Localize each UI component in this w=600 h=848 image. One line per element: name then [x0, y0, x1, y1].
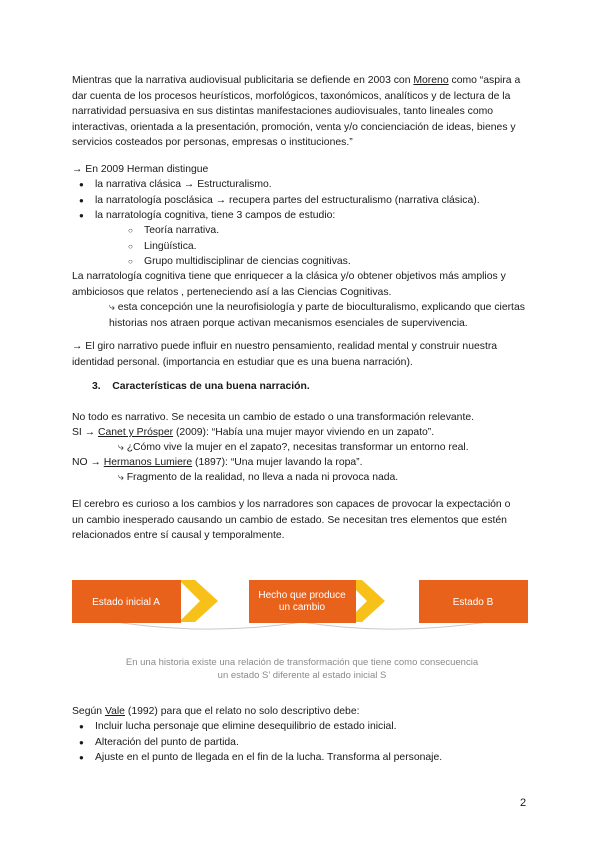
diagram-caption-line2: un estado S’ diferente al estado inicial S	[217, 670, 387, 681]
si-example: SI → Canet y Prósper (2009): “Había una mujer mayor viviendo en un zapato”.	[72, 427, 435, 438]
event-label-line1: Hecho que produce	[258, 590, 346, 601]
state-b-label: Estado B	[452, 597, 494, 608]
section-heading: 3. Características de una buena narración.	[92, 381, 310, 392]
paragraph-moreno: Mientras que la narrativa audiovisual publicitaria se defiende en 2003 con Moreno como “aspira a dar cuenta de los procesos heurísticos, morfológicos, taxonómicos, analíticos y de lectura de la narratividad persuasiva en sus distintas manifestaciones audiovisuales, tanto lineales como interactivas, orientada a la presentación, promoción, venta y/o concienciación de ideas, bienes y servicios costeados por personas, empresas o instituciones.”	[72, 75, 521, 148]
no-note: ⤷ Fragmento de la realidad, no lleva a nada ni provoca nada.	[118, 472, 399, 483]
herman-list	[72, 177, 542, 224]
arrow-chevron-icon	[179, 580, 218, 622]
list-item: ● Incluir lucha personaje que elimine desequilibrio de estado inicial.	[72, 719, 542, 735]
no-example: NO → Hermanos Lumiere (1897): “Una mujer lavando la ropa”.	[72, 457, 363, 468]
list-item: ○ Teoría narrativa.	[72, 223, 542, 239]
canet-prosper-link[interactable]: Canet y Prósper	[97, 427, 174, 438]
list-item: ● la narrativa clásica → Estructuralismo.	[72, 177, 542, 193]
list-item: ○ Lingüística.	[72, 239, 542, 255]
paragraph-cognitive: La narratología cognitiva tiene que enriquecer a la clásica y/o obtener objetivos más amplios y ambiciosos que relatos , perteneciendo así a las Ciencias Cognitivas.	[72, 271, 506, 298]
vale-list	[72, 719, 542, 766]
transformation-diagram	[72, 572, 528, 684]
vale-link[interactable]: Vale	[104, 706, 125, 717]
narrative-line: No todo es narrativo. Se necesita un cambio de estado o una transformación relevante.	[72, 412, 475, 423]
herman-intro: → En 2009 Herman distingue	[72, 164, 209, 175]
cognitive-fields-list	[72, 223, 542, 270]
paragraph-cerebro: El cerebro es curioso a los cambios y los narradores son capaces de provocar la expectación o un cambio inesperado causando un cambio de estado. Se necesitan tres elementos que estén relacionados entre sí causal y temporalmente.	[72, 499, 511, 541]
vale-intro: Según Vale (1992) para que el relato no solo descriptivo debe:	[72, 706, 360, 717]
list-item: ○ Grupo multidisciplinar de ciencias cognitivas.	[72, 254, 542, 270]
state-a-label: Estado inicial A	[92, 597, 160, 608]
moreno-link[interactable]: Moreno	[413, 75, 449, 86]
paragraph-giro: → El giro narrativo puede influir en nuestro pensamiento, realidad mental y construir nuestra identidad personal. (importancia en estudiar que es una buena narración).	[72, 341, 498, 368]
si-note: ⤷ ¿Cómo vive la mujer en el zapato?, necesitas transformar un entorno real.	[118, 442, 469, 453]
cognitive-note: ⤷ esta concepción une la neurofisiología y parte de bioculturalismo, explicando que ciertas historias nos atraen porque activan mecanismos esenciales de supervivencia.	[109, 302, 525, 329]
page-number: 2	[520, 797, 527, 809]
hermanos-lumiere-link[interactable]: Hermanos Lumiere	[103, 457, 193, 468]
event-label-line2: un cambio	[278, 602, 326, 613]
list-item: ● la narratología posclásica → recupera partes del estructuralismo (narrativa clásica).	[72, 193, 542, 209]
list-item: ● Ajuste en el punto de llegada en el fin de la lucha. Transforma al personaje.	[72, 750, 542, 766]
list-item: ● la narratología cognitiva, tiene 3 campos de estudio:	[72, 208, 542, 224]
diagram-caption-line1: En una historia existe una relación de transformación que tiene como consecuencia	[125, 657, 479, 668]
list-item: ● Alteración del punto de partida.	[72, 735, 542, 751]
